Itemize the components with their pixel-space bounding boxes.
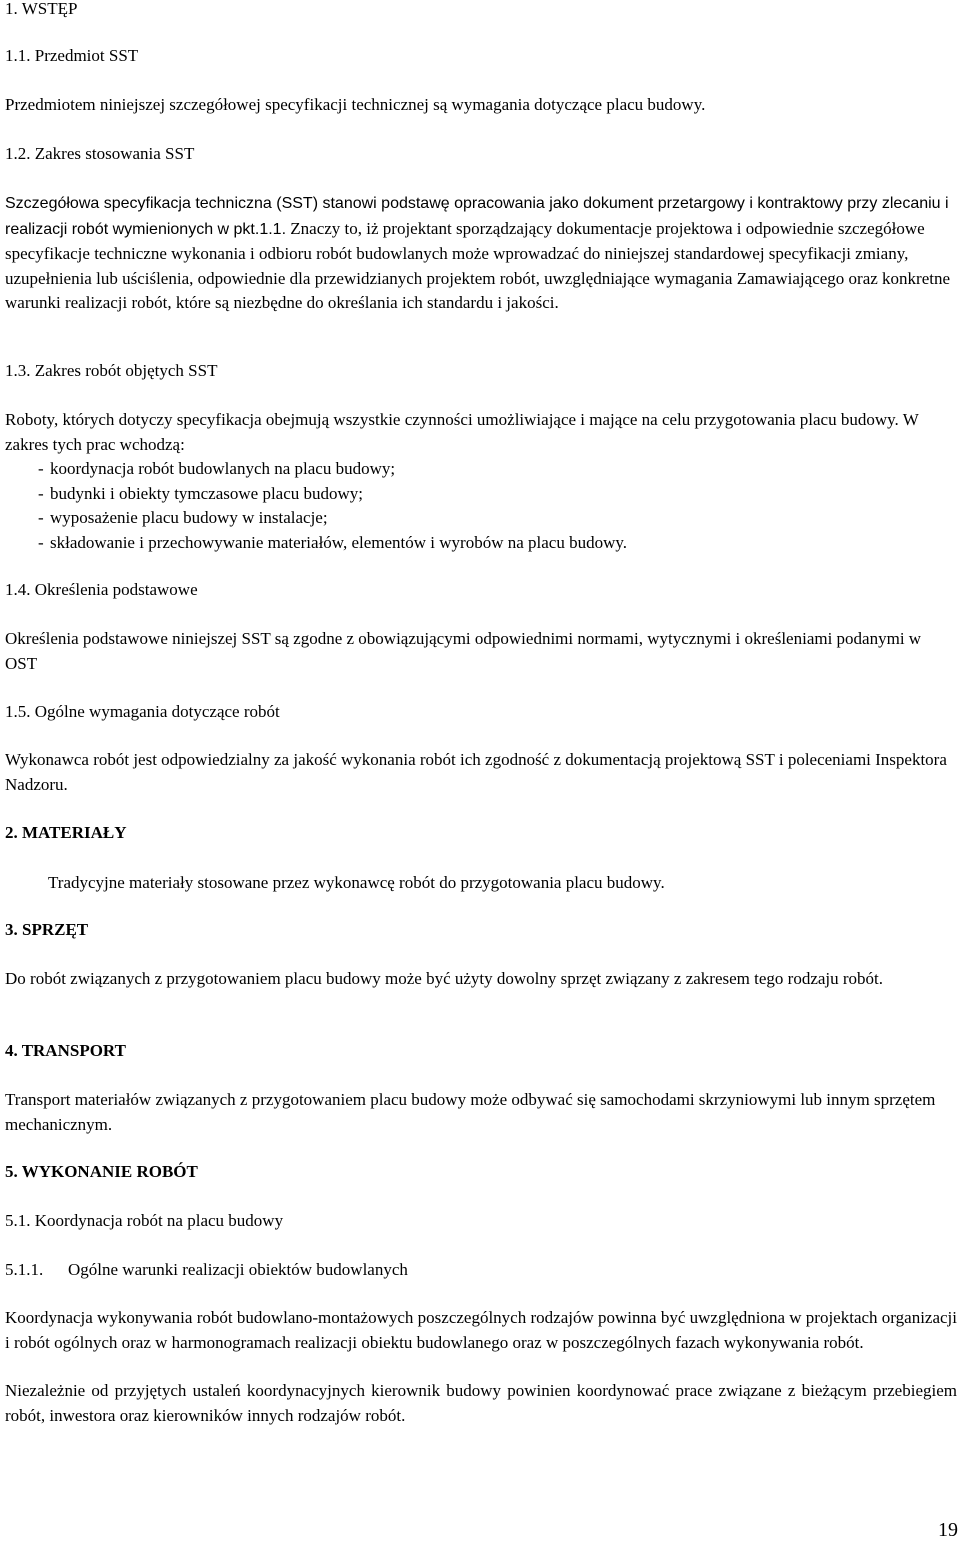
paragraph-1-5: Wykonawca robót jest odpowiedzialny za jakość wykonania robót ich zgodność z dokumentacją projektową SST i poleceniami Inspektora Nadzoru. xyxy=(5,750,947,794)
paragraph-1-4: Określenia podstawowe niniejszej SST są zgodne z obowiązującymi odpowiednimi normami, wytycznymi i określeniami podanymi w OST xyxy=(5,629,922,673)
list-item-text: wyposażenie placu budowy w instalacje; xyxy=(50,508,328,527)
heading-1-5: 1.5. Ogólne wymagania dotyczące robót xyxy=(5,702,280,721)
heading-5-1: 5.1. Koordynacja robót na placu budowy xyxy=(5,1211,284,1230)
heading-4: 4. TRANSPORT xyxy=(5,1041,126,1060)
list-item xyxy=(5,482,957,507)
list-dash: - xyxy=(38,483,44,503)
heading-2: 2. MATERIAŁY xyxy=(5,823,127,842)
heading-1-1: 1.1. Przedmiot SST xyxy=(5,46,139,65)
paragraph-3: Do robót związanych z przygotowaniem placu budowy może być użyty dowolny sprzęt związany z zakresem tego rodzaju robót. xyxy=(5,969,884,988)
page-number: 19 xyxy=(938,1519,958,1541)
heading-5-1-1 xyxy=(5,1258,957,1283)
paragraph-1-1: Przedmiotem niniejszej szczegółowej specyfikacji technicznej są wymagania dotyczące placu budowy. xyxy=(5,95,706,114)
section-title: Ogólne warunki realizacji obiektów budowlanych xyxy=(68,1260,408,1279)
paragraph-1-2 xyxy=(5,191,957,316)
section-number: 5.1.1. xyxy=(5,1260,44,1279)
list-dash: - xyxy=(38,459,44,478)
paragraph-5-1-1-a: Koordynacja wykonywania robót budowlano-montażowych poszczególnych rodzajów powinna być uwzględniona w projektach organizacji i robót ogólnych oraz w harmonogramach realizacji obiektu budowlanego oraz w poszczególnych fazach wykonywania robót. xyxy=(5,1308,957,1352)
heading-5: 5. WYKONANIE ROBÓT xyxy=(5,1162,198,1181)
heading-1-3: 1.3. Zakres robót objętych SST xyxy=(5,361,218,380)
heading-1-2: 1.2. Zakres stosowania SST xyxy=(5,144,195,163)
paragraph-4: Transport materiałów związanych z przygotowaniem placu budowy może odbywać się samochodami skrzyniowymi lub innym sprzętem mechanicznym. xyxy=(5,1090,936,1134)
paragraph-1-2-serif-part: Znaczy to, iż projektant sporządzający dokumentacje projektowa i odpowiednie szczegółowe specyfikacje techniczne wykonania i odbioru robót budowlanych może wprowadzać do niniejszej standardowej specyfikacji zmiany, uzupełnienia lub uściślenia, odpowiednie dla przewidzianych projektem robót, uwzględniające wymagania Zamawiającego oraz konkretne warunki realizacji robót, które są niezbędne do określania ich standardu i jakości. xyxy=(5,218,951,312)
scope-list xyxy=(5,457,957,555)
paragraph-5-1-1-b: Niezależnie od przyjętych ustaleń koordynacyjnych kierownik budowy powinien koordynować prace związane z bieżącym przebiegiem robót, inwestora oraz kierowników innych rodzajów robót. xyxy=(5,1381,957,1425)
list-dash: - xyxy=(38,508,44,527)
list-item xyxy=(5,506,957,531)
list-item-text: budynki i obiekty tymczasowe placu budowy; xyxy=(50,483,364,503)
heading-1-4: 1.4. Określenia podstawowe xyxy=(5,580,198,599)
list-item xyxy=(5,531,957,556)
paragraph-2: Tradycyjne materiały stosowane przez wykonawcę robót do przygotowania placu budowy. xyxy=(48,873,665,892)
list-dash: - xyxy=(38,532,44,552)
paragraph-1-2-sans-part: Szczegółowa specyfikacja techniczna (SST) stanowi podstawę opracowania jako dokument przetargowy i kontraktowy przy zlecaniu i realizacji robót wymienionych w pkt.1.1. xyxy=(5,195,949,238)
list-item-text: koordynacja robót budowlanych na placu budowy; xyxy=(50,459,396,478)
heading-3: 3. SPRZĘT xyxy=(5,920,89,939)
heading-1: 1. WSTĘP xyxy=(5,0,78,18)
paragraph-1-3: Roboty, których dotyczy specyfikacja obejmują wszystkie czynności umożliwiające i mające na celu przygotowania placu budowy. W zakres tych prac wchodzą: xyxy=(5,410,919,454)
list-item xyxy=(5,457,957,482)
list-item-text: składowanie i przechowywanie materiałów, elementów i wyrobów na placu budowy. xyxy=(50,532,628,552)
